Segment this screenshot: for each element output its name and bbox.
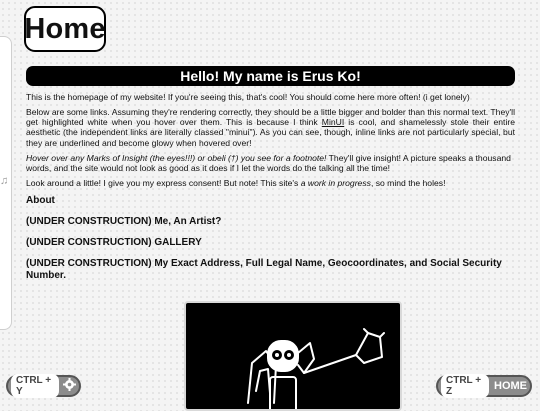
link-about[interactable]: About	[26, 195, 55, 207]
page-title: Home	[24, 12, 106, 45]
redo-shortcut: CTRL + Y	[11, 374, 59, 398]
minui-link[interactable]: MinUI	[321, 117, 345, 128]
intro-paragraph-4	[26, 178, 515, 188]
intro-p2-text-b: is cool, and shamelessly stole their entire aesthetic (the independent links are literally classed "minui"). As you can see, though, inline links are not particularly special, but they are underlined and become glowy when hovered over!	[26, 117, 515, 148]
greeting-banner: Hello! My name is Erus Ko!	[26, 66, 515, 86]
link-address[interactable]: (UNDER CONSTRUCTION) My Exact Address, Full Legal Name, Geocoordinates, and Social Security Number.	[26, 257, 502, 282]
intro-paragraph-2	[26, 107, 515, 148]
intro-p2-text-a: Below are some links. Assuming they're rendering correctly, they should be a little bigger and bolder than this normal text. They'll get highlighted white when you hover over them. This is because I think	[26, 107, 515, 128]
intro-p3-text: They'll give insight! A picture speaks a thousand words, and the site would not look as good as it does if I let the words do the talking all the time!	[26, 152, 511, 173]
wip-note: a work in progress	[300, 177, 371, 188]
home-title-box	[24, 6, 106, 52]
main-content	[26, 92, 515, 283]
insight-hint: Hover over any Marks of Insight (the eyes!!!) or obeli (†) you see for a footnote!	[26, 152, 327, 163]
redo-button[interactable]	[6, 375, 81, 397]
home-button[interactable]	[436, 375, 532, 397]
home-shortcut: CTRL + Z	[441, 374, 489, 398]
link-gallery[interactable]: (UNDER CONSTRUCTION) GALLERY	[26, 236, 202, 248]
home-button-label: HOME	[494, 380, 527, 392]
link-artist[interactable]: (UNDER CONSTRUCTION) Me, An Artist?	[26, 215, 222, 227]
robot-illustration	[184, 301, 402, 411]
music-note-icon[interactable]: ♫	[0, 175, 9, 187]
page	[24, 0, 517, 405]
intro-paragraph-1: This is the homepage of my website! If you're seeing this, that's cool! You should come here more often! (i get lonely)	[26, 92, 470, 102]
intro-p4-text-a: Look around a little! I give you my express consent! But note! This site's	[26, 177, 301, 188]
intro-paragraph-3	[26, 153, 515, 173]
gear-icon	[63, 378, 76, 394]
intro-p4-text-b: , so mind the holes!	[370, 177, 446, 188]
